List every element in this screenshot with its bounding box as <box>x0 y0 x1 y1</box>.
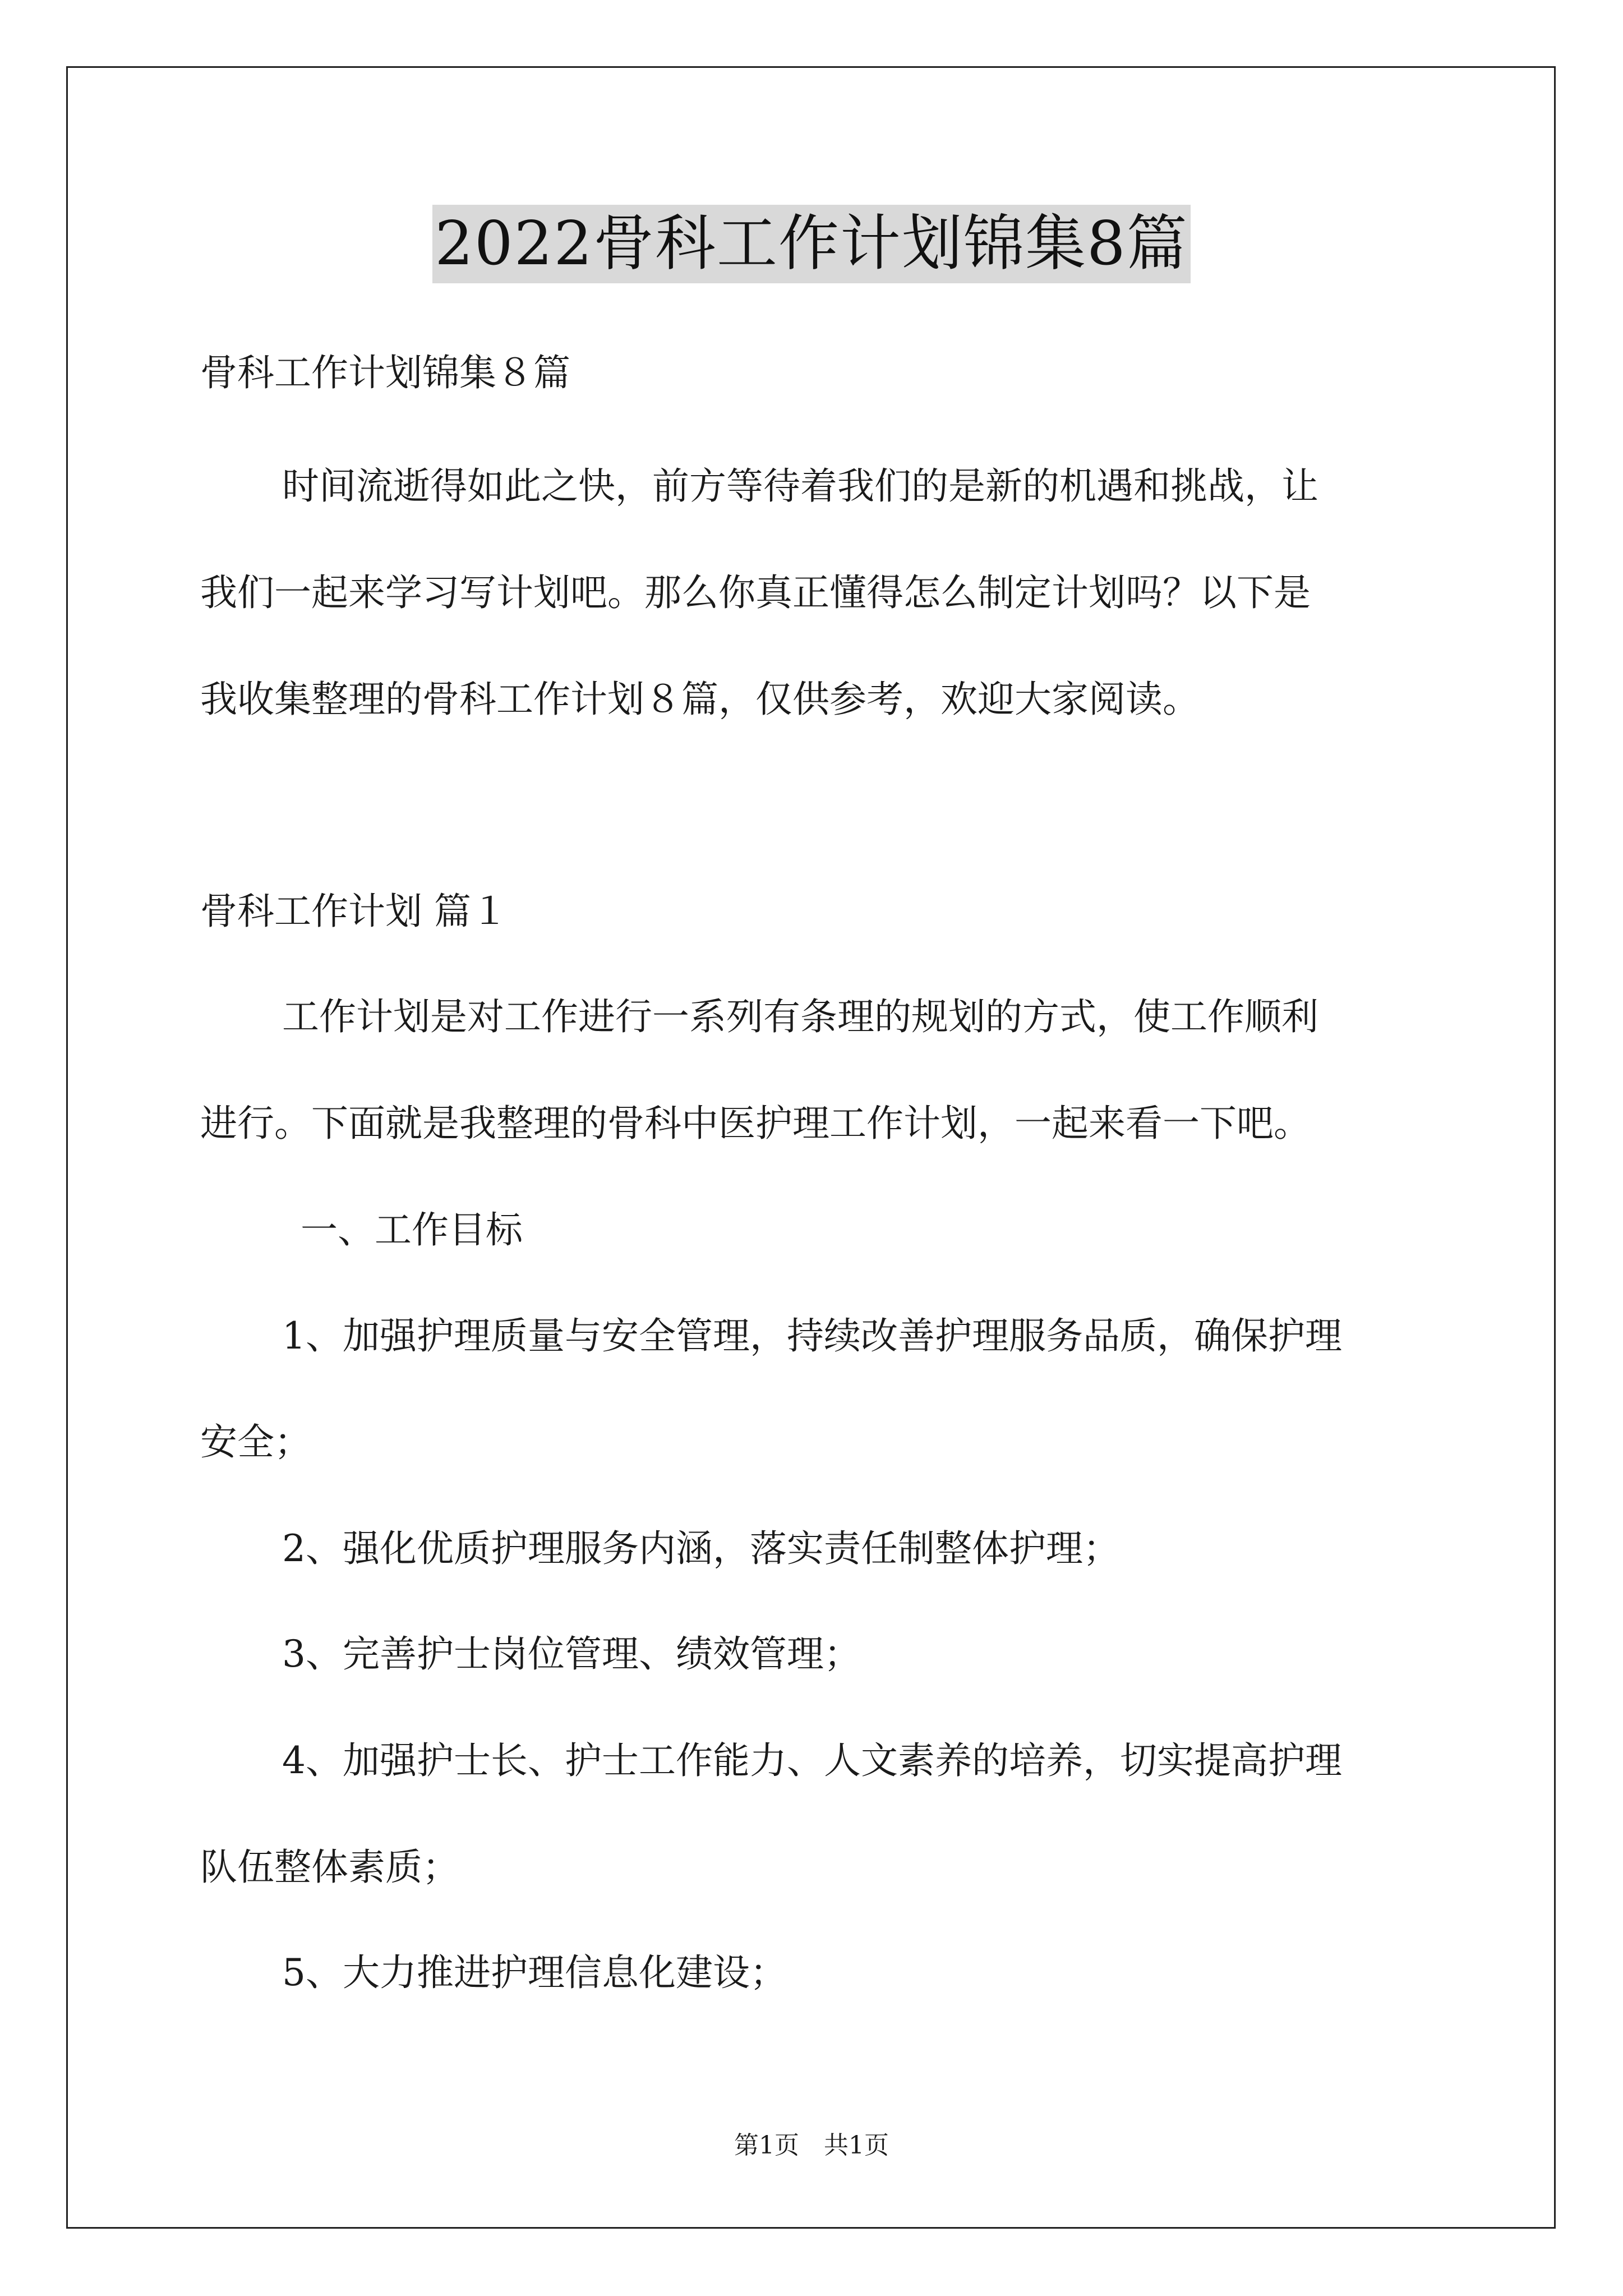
body-line: 我收集整理的骨科工作计划８篇，仅供参考，欢迎大家阅读。 <box>200 678 1200 721</box>
subtitle-line: 骨科工作计划锦集８篇 <box>200 351 570 394</box>
list-item: 5、大力推进护理信息化建设； <box>282 1951 787 1994</box>
body-line: 工作计划是对工作进行一系列有条理的规划的方式，使工作顺利 <box>282 995 1318 1038</box>
list-item-continuation: 队伍整体素质； <box>200 1846 459 1889</box>
list-item: 2、强化优质护理服务内涵，落实责任制整体护理； <box>282 1527 1120 1570</box>
list-item: 4、加强护士长、护士工作能力、人文素养的培养，切实提高护理 <box>282 1739 1342 1782</box>
body-line: 进行。下面就是我整理的骨科中医护理工作计划，一起来看一下吧。 <box>200 1102 1311 1145</box>
body-line: 时间流逝得如此之快，前方等待着我们的是新的机遇和挑战，让 <box>282 464 1318 508</box>
document-title: 2022骨科工作计划锦集8篇 <box>432 205 1191 283</box>
list-item: 1、加强护理质量与安全管理，持续改善护理服务品质，确保护理 <box>282 1314 1342 1358</box>
list-item: 3、完善护士岗位管理、绩效管理； <box>282 1632 861 1676</box>
subheading-line: 一、工作目标 <box>264 1208 523 1251</box>
body-line: 我们一起来学习写计划吧。那么你真正懂得怎么制定计划吗？以下是 <box>200 571 1311 614</box>
title-container <box>0 205 1623 283</box>
page-footer: 第1页 共1页 <box>734 2131 889 2160</box>
list-item-continuation: 安全； <box>200 1420 311 1464</box>
section-heading: 骨科工作计划 篇１ <box>200 890 508 933</box>
